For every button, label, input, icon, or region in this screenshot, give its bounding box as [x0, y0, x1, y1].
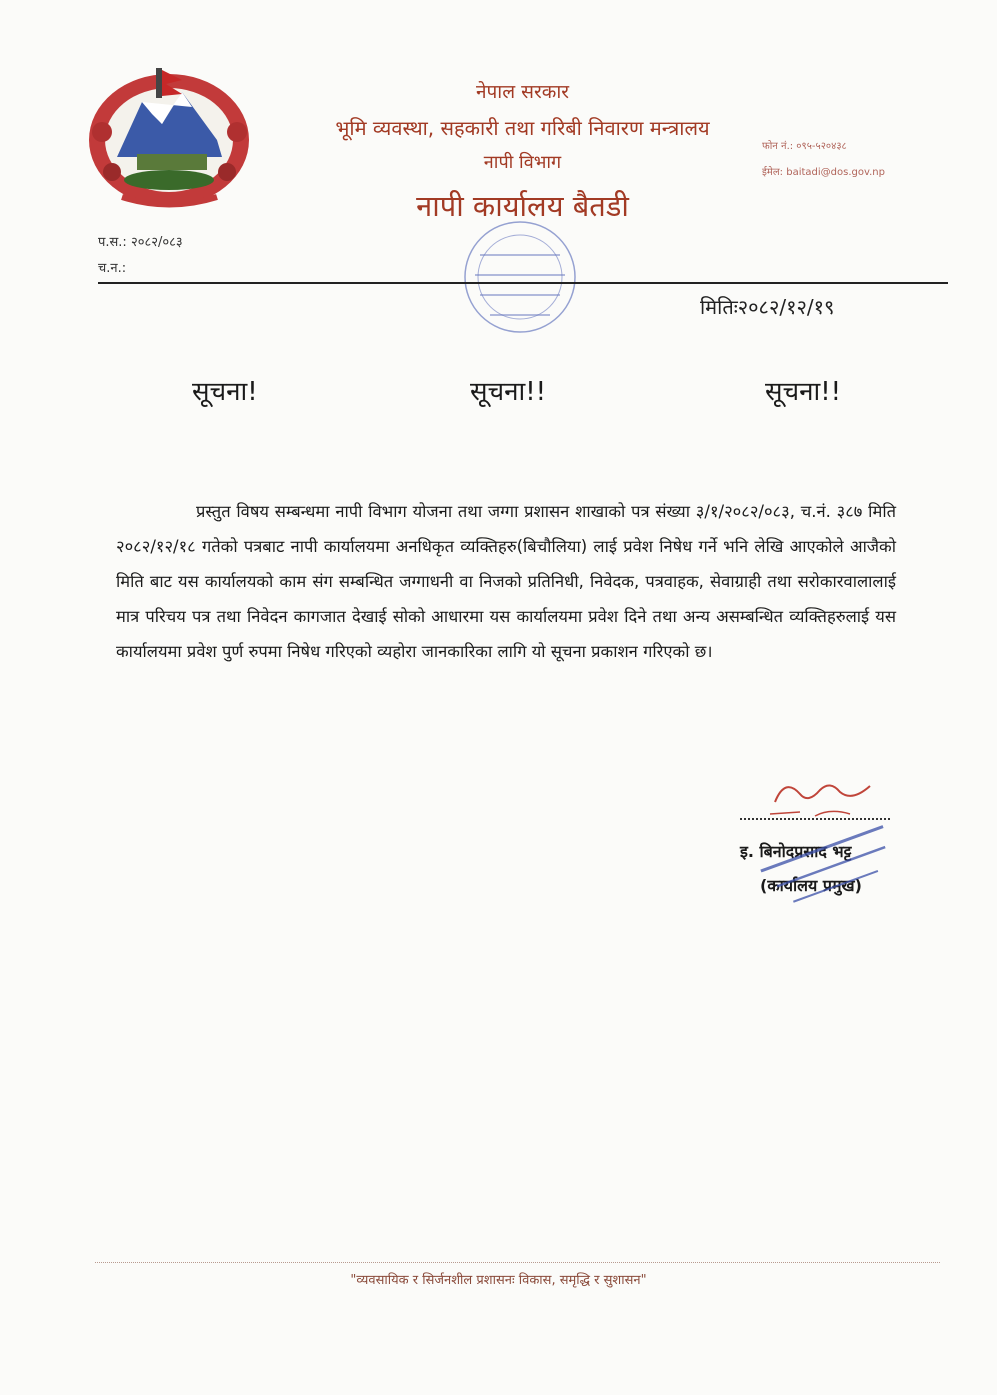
footer-motto: "व्यवसायिक र सिर्जनशील प्रशासनः विकास, समृद्धि र सुशासन" — [350, 1273, 647, 1288]
office-stamp-icon — [430, 215, 605, 340]
patra-sankhya: प.स.: २०८२/०८३ — [98, 235, 183, 250]
header-ministry: भूमि व्यवस्था, सहकारी तथा गरिबी निवारण मन्त्रालय — [335, 116, 710, 140]
notice-title-1: सूचना! — [192, 377, 258, 407]
contact-email: ईमेल: baitadi@dos.gov.np — [762, 167, 885, 178]
header-office-name: नापी कार्यालय बैतडी — [416, 189, 629, 223]
header-department: नापी विभाग — [483, 152, 562, 173]
notice-title-3: सूचना!! — [765, 377, 842, 407]
contact-phone: फोन नं.: ०९५-५२०४३८ — [762, 141, 847, 152]
footer-divider — [95, 1262, 940, 1263]
signatory-title: (कार्यालय प्रमुख) — [760, 876, 862, 895]
notice-body: प्रस्तुत विषय सम्बन्धमा नापी विभाग योजना तथा जग्गा प्रशासन शाखाको पत्र संख्या ३/१/२०८२/०८३, च.नं. ३८७ मिति २०८२/१२/१८ गतेको पत्रबाट नापी कार्यालयमा अनधिकृत व्यक्तिहरु(बिचौलिया) लाई प्रवेश निषेध गर्ने भनि लेखि आएकोले आजैको मिति बाट यस कार्यालयको काम संग सम्बन्धित जग्गाधनी वा निजको प्रतिनिधी, निवेदक, पत्रवाहक, सेवाग्राही तथा सरोकारवालालाई मात्र परिचय पत्र तथा निवेदन कागजात देखाई सोको आधारमा यस कार्यालयमा प्रवेश दिने तथा अन्य असम्बन्धित व्यक्तिहरुलाई यस कार्यालयमा प्रवेश पुर्ण रुपमा निषेध गरिएको व्यहोरा जानकारिका लागि यो सूचना प्रकाशन गरिएको छ। — [116, 502, 896, 661]
chalani-number: च.न.: — [98, 261, 127, 276]
header-government: नेपाल सरकार — [475, 81, 570, 103]
signatory-name: इ. बिनोदप्रसाद भट्ट — [740, 842, 852, 861]
notice-title-2: सूचना!! — [470, 377, 547, 407]
signature-stamp-icon — [740, 800, 900, 915]
document-date: मितिः२०८२/१२/१९ — [700, 295, 835, 319]
header-divider — [98, 282, 948, 284]
